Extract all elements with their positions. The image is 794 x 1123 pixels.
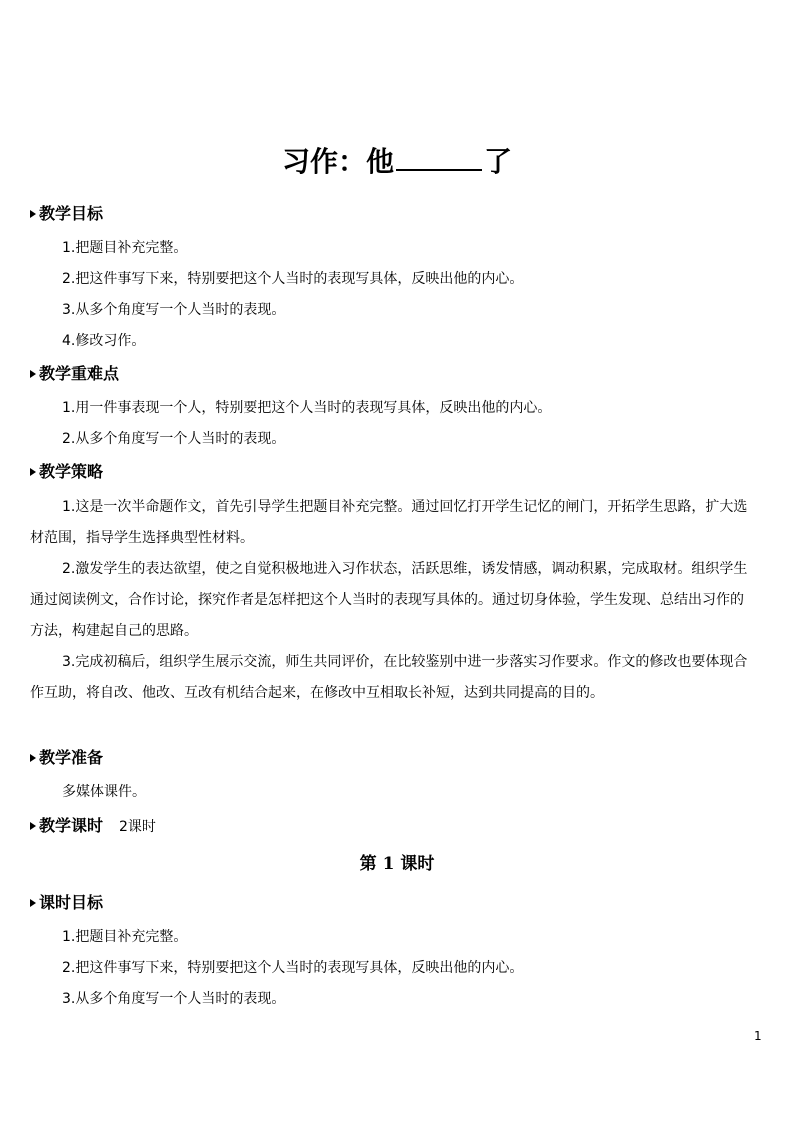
heading-text: 教学重难点: [39, 364, 120, 383]
page-number: 1: [754, 1029, 762, 1043]
heading-text: 教学策略: [39, 462, 104, 481]
lesson-goal-item: 3.从多个角度写一个人当时的表现。: [62, 991, 286, 1007]
triangle-bullet-icon: [30, 899, 36, 907]
key-point-item: 1.用一件事表现一个人，特别要把这个人当时的表现写具体，反映出他的内心。: [62, 400, 552, 416]
title-before: 习作：他: [281, 145, 394, 178]
triangle-bullet-icon: [30, 370, 36, 378]
triangle-bullet-icon: [30, 210, 36, 218]
goal-item: 4.修改习作。: [62, 333, 146, 349]
section-heading-lesson-goals: [30, 891, 103, 915]
section-heading-hours: [30, 814, 156, 839]
section-heading-strategy: [30, 460, 103, 484]
triangle-bullet-icon: [30, 822, 36, 830]
lesson-title: 第 1 课时: [359, 854, 435, 874]
strategy-paragraph: 1.这是一次半命题作文，首先引导学生把题目补充完整。通过回忆打开学生记忆的闸门，开拓学生思路，扩大选材范围，指导学生选择典型性材料。: [30, 499, 748, 546]
section-heading-preparation: [30, 746, 103, 770]
triangle-bullet-icon: [30, 468, 36, 476]
goal-item: 2.把这件事写下来，特别要把这个人当时的表现写具体，反映出他的内心。: [62, 271, 524, 287]
section-heading-goals: [30, 202, 103, 226]
heading-text: 教学目标: [39, 204, 104, 223]
title-blank: [396, 143, 482, 171]
lesson-goal-item: 2.把这件事写下来，特别要把这个人当时的表现写具体，反映出他的内心。: [62, 960, 524, 976]
goal-item: 3.从多个角度写一个人当时的表现。: [62, 302, 286, 318]
strategy-paragraph: 3.完成初稿后，组织学生展示交流，师生共同评价，在比较鉴别中进一步落实习作要求。作文的修改也要体现合作互助，将自改、他改、互改有机结合起来，在修改中互相取长补短，达到共同提高的目的。: [30, 654, 748, 701]
section-heading-key-points: [30, 362, 119, 386]
strategy-paragraph: 2.激发学生的表达欲望，使之自觉积极地进入习作状态，活跃思维，诱发情感，调动积累，完成取材。组织学生通过阅读例文，合作讨论，探究作者是怎样把这个人当时的表现写具体的。通过切身体验，学生发现、总结出习作的方法，构建起自己的思路。: [30, 561, 748, 639]
triangle-bullet-icon: [30, 754, 36, 762]
heading-text: 教学课时: [39, 816, 104, 835]
hours-value: 2课时: [119, 819, 156, 835]
goal-item: 1.把题目补充完整。: [62, 240, 188, 256]
document-title: [0, 140, 794, 184]
heading-text: 教学准备: [39, 748, 104, 767]
title-after: 了: [484, 145, 513, 178]
preparation-item: 多媒体课件。: [62, 784, 146, 800]
lesson-goal-item: 1.把题目补充完整。: [62, 929, 188, 945]
key-point-item: 2.从多个角度写一个人当时的表现。: [62, 431, 286, 447]
heading-text: 课时目标: [39, 893, 104, 912]
